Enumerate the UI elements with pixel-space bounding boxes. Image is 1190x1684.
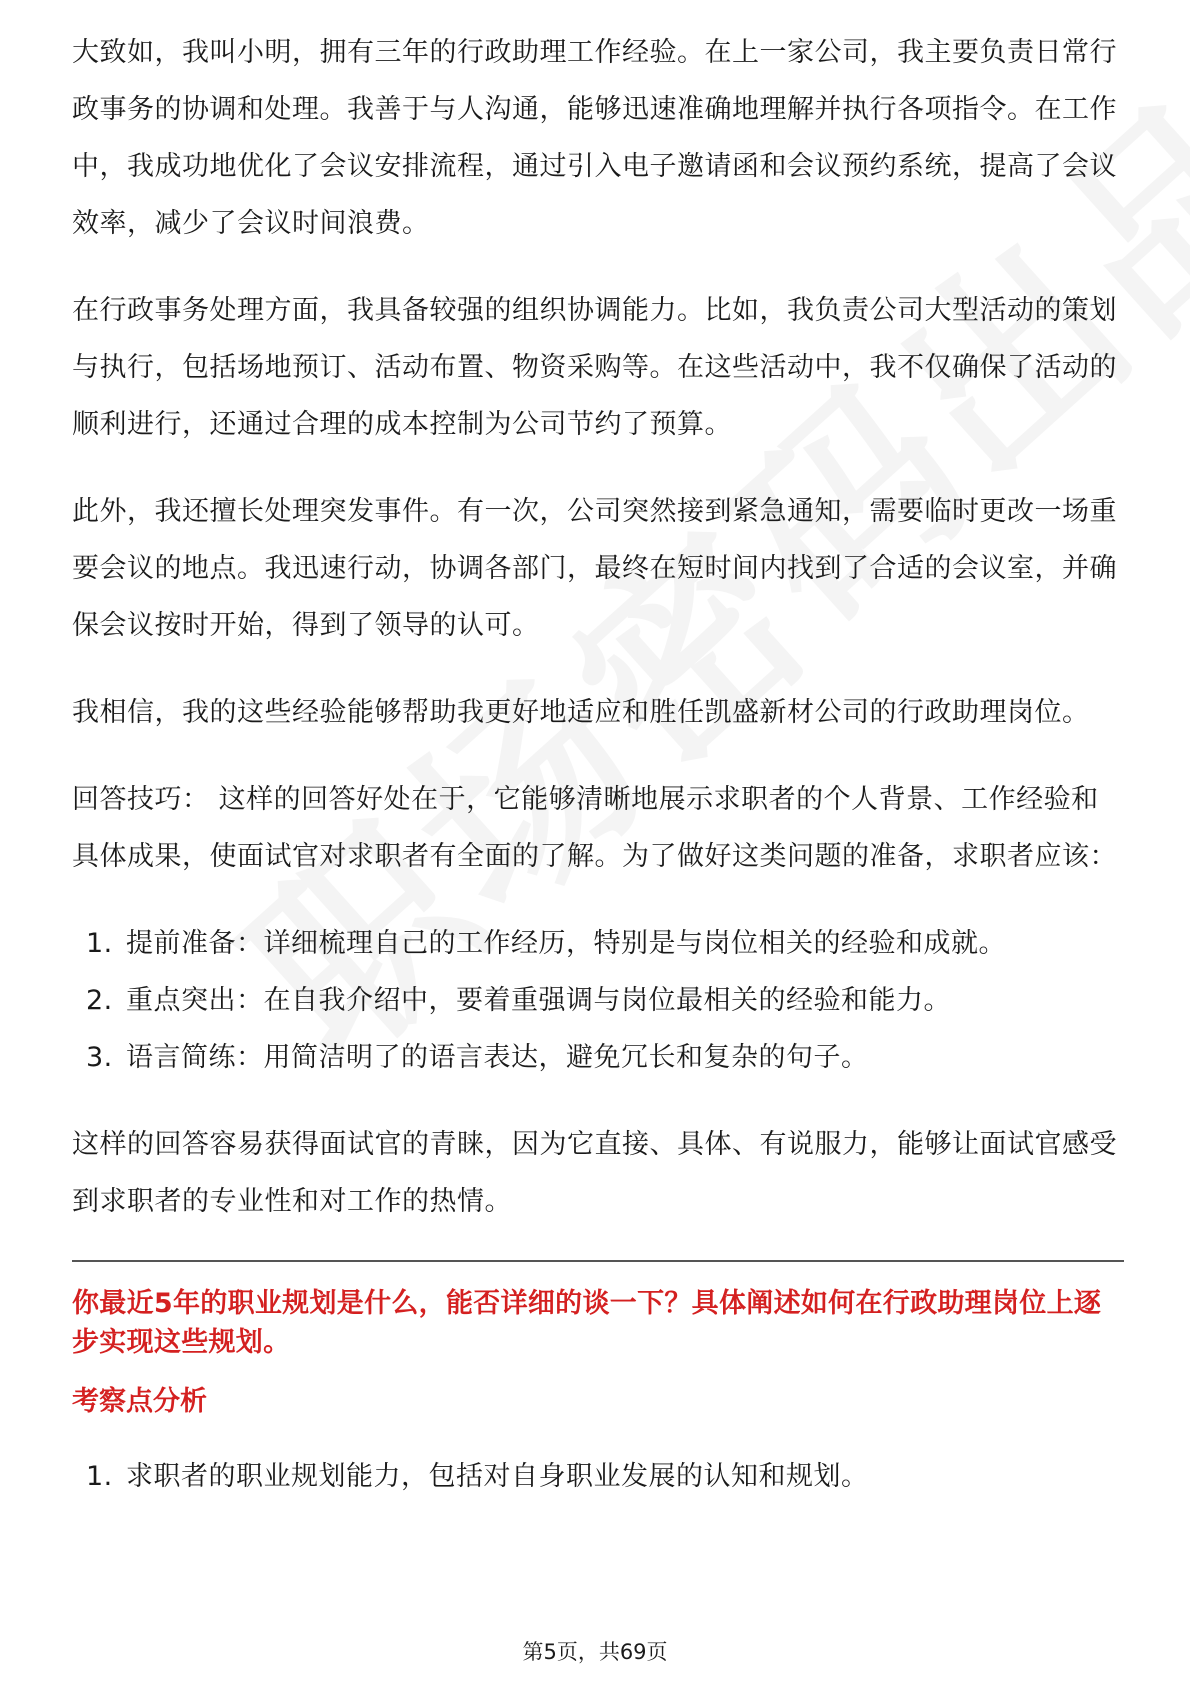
paragraph-closing: 这样的回答容易获得面试官的青睐，因为它直接、具体、有说服力，能够让面试官感受到求职者的专业性和对工作的热情。: [72, 1129, 1117, 1217]
list-item-text: 提前准备：详细梳理自己的工作经历，特别是与岗位相关的经验和成就。: [126, 928, 1006, 959]
list-item: [72, 1029, 1122, 1086]
list-item-text: 语言简练：用简洁明了的语言表达，避免冗长和复杂的句子。: [126, 1042, 869, 1073]
list-item: [72, 915, 1122, 972]
list-item-number: 3.: [86, 1042, 113, 1073]
analysis-list: [72, 1448, 1122, 1505]
list-item: [72, 972, 1122, 1029]
section-title: 考察点分析: [72, 1386, 207, 1417]
tips-list: [72, 915, 1122, 1086]
list-item-number: 1.: [86, 1461, 113, 1492]
page-footer: 第5页，共69页: [522, 1640, 668, 1664]
list-item-number: 2.: [86, 985, 113, 1016]
paragraph-tips-intro: 回答技巧： 这样的回答好处在于，它能够清晰地展示求职者的个人背景、工作经验和具体成果，使面试官对求职者有全面的了解。为了做好这类问题的准备，求职者应该：: [72, 784, 1117, 872]
list-item-text: 重点突出：在自我介绍中，要着重强调与岗位最相关的经验和能力。: [126, 985, 951, 1016]
page-content: [72, 38, 1122, 1535]
section-divider: [72, 1260, 1124, 1262]
list-item-text: 求职者的职业规划能力，包括对自身职业发展的认知和规划。: [126, 1461, 869, 1492]
list-item-number: 1.: [86, 928, 113, 959]
question-heading: 你最近5年的职业规划是什么，能否详细的谈一下？具体阐述如何在行政助理岗位上逐步实现这些规划。: [72, 1288, 1102, 1358]
paragraph-experience: 大致如，我叫小明，拥有三年的行政助理工作经验。在上一家公司，我主要负责日常行政事务的协调和处理。我善于与人沟通，能够迅速准确地理解并执行各项指令。在工作中，我成功地优化了会议安排流程，通过引入电子邀请函和会议预约系统，提高了会议效率，减少了会议时间浪费。: [72, 37, 1117, 239]
paragraph-organization: 在行政事务处理方面，我具备较强的组织协调能力。比如，我负责公司大型活动的策划与执行，包括场地预订、活动布置、物资采购等。在这些活动中，我不仅确保了活动的顺利进行，还通过合理的成本控制为公司节约了预算。: [72, 295, 1117, 440]
list-item: [72, 1448, 1122, 1505]
paragraph-emergency: 此外，我还擅长处理突发事件。有一次，公司突然接到紧急通知，需要临时更改一场重要会议的地点。我迅速行动，协调各部门，最终在短时间内找到了合适的会议室，并确保会议按时开始，得到了领导的认可。: [72, 496, 1117, 641]
paragraph-conclusion: 我相信，我的这些经验能够帮助我更好地适应和胜任凯盛新材公司的行政助理岗位。: [72, 697, 1090, 728]
